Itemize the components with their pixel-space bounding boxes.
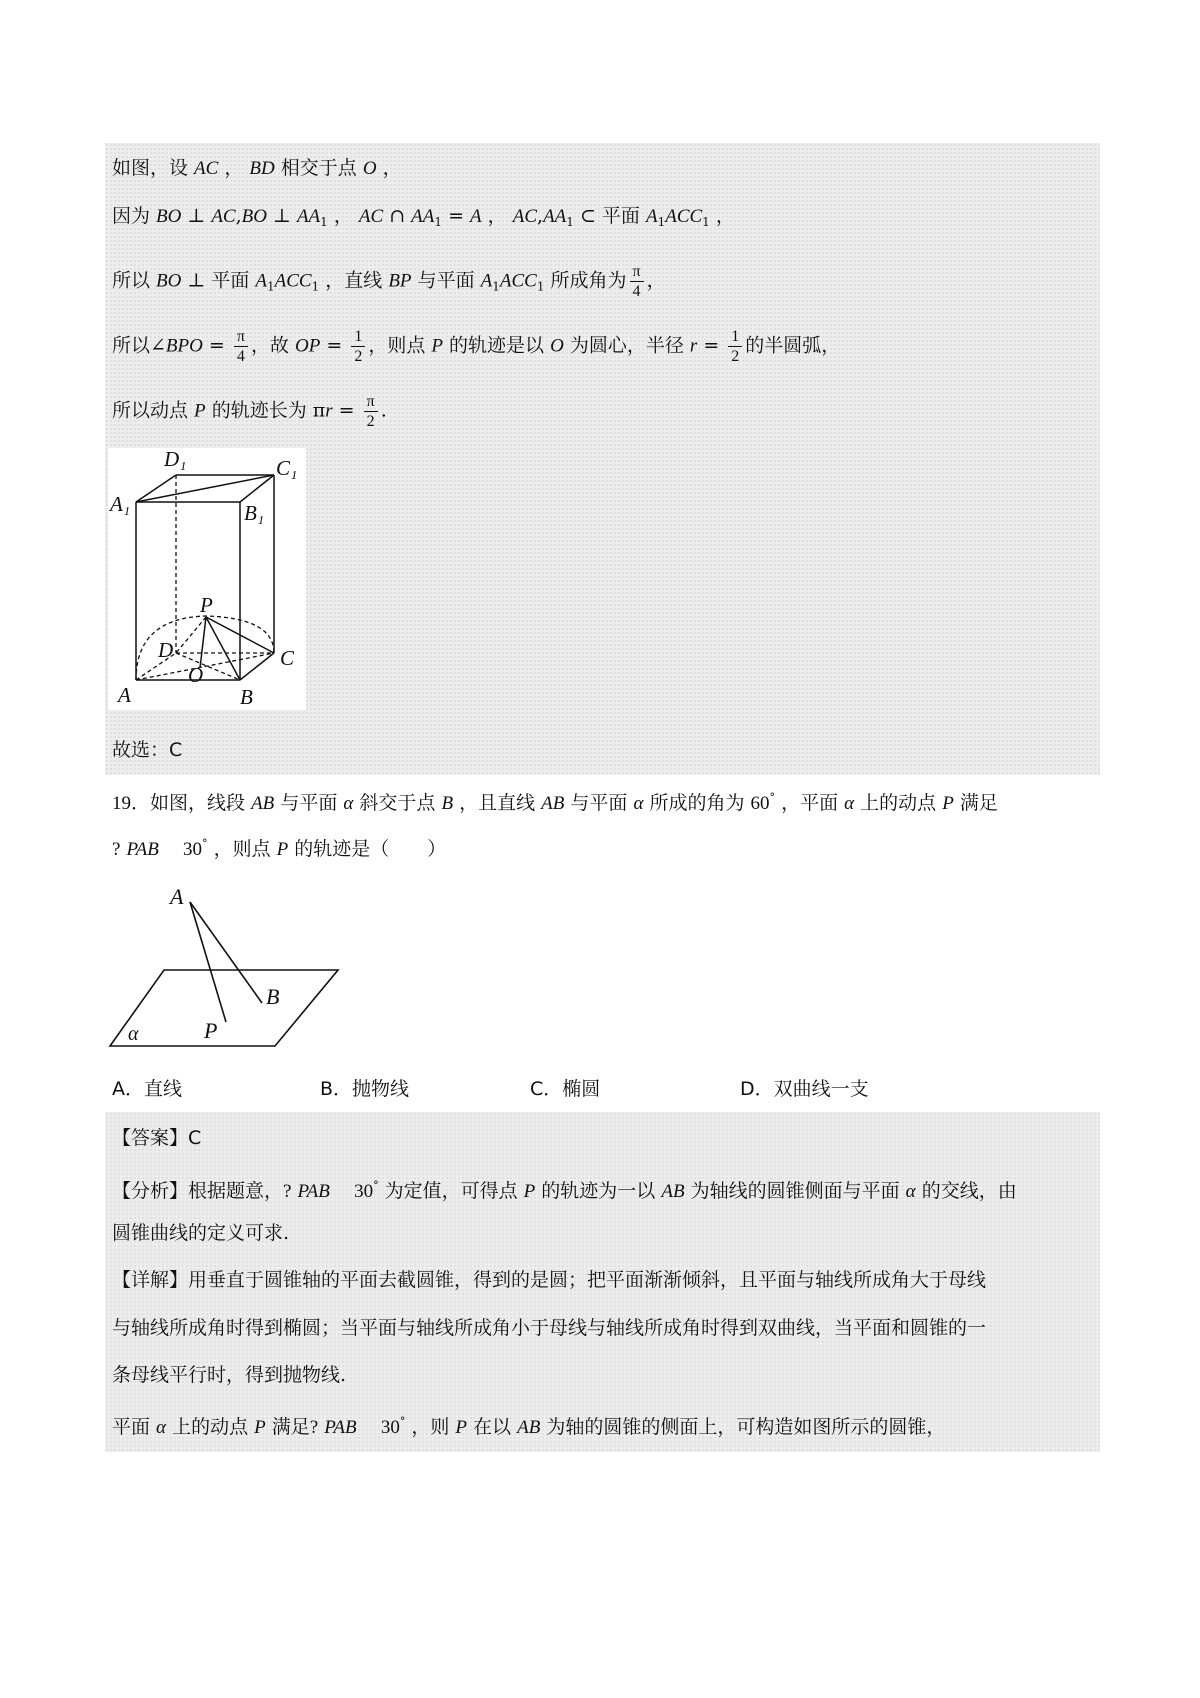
solution-line-5: 所以动点 P 的轨迹长为 πr = $\frac{\pi}{2}$ . [112,393,387,430]
question-19-stem-line-2: ? PAB 30° ，则点 P 的轨迹是（ ） [112,837,447,860]
answer-label: 【答案】 [112,1127,189,1149]
plane-figure [100,870,350,1060]
label-D1: D₁ [164,448,187,471]
label-A-q19: A [170,884,184,909]
detail-line-1: 【详解】用垂直于圆锥轴的平面去截圆锥，得到的是圆；把平面渐渐倾斜，且平面与轴线所成角大于母线 [112,1269,987,1291]
label-B-q19: B [266,984,280,1009]
detail-line-3: 条母线平行时，得到抛物线. [112,1364,347,1386]
label-P-q19: P [204,1018,218,1043]
solution-line-3: 所以 BO ⊥ 平面 $A_1ACC_1$ ，直线 BP 与平面 $A_1ACC_1$ 所成角为 $\frac{\pi}{4}$ ， [112,263,666,300]
solution-line-2: 因为 BO ⊥ AC,BO ⊥ $AA_1$ ， AC ∩ $AA_1 = A$ ， $AC,AA_1$ ⊂ 平面 $A_1ACC_1$ ， [112,205,735,229]
answer-value: C [188,1127,202,1149]
analysis-line-2: 圆锥曲线的定义可求. [112,1222,290,1244]
label-alpha: α [128,1023,139,1045]
detail-line-4: 平面 α 上的动点 P 满足? PAB 30° ，则 P 在以 AB 为轴的圆锥的侧面上，可构造如图所示的圆锥， [112,1415,946,1438]
label-A: A [118,683,131,707]
label-C1: C₁ [276,456,298,480]
question-number: 19． [112,793,151,814]
solution-line-4: 所以∠BPO = $\frac{\pi}{4}$ ，故 OP = $\frac{1}{2}$ ，则点 P 的轨迹是以 O 为圆心，半径 r = $\frac{1}{2}$ 的半圆弧， [112,328,841,365]
detail-label: 【详解】 [112,1269,189,1291]
label-O: O [188,663,204,687]
option-c: C．椭圆 [530,1078,601,1100]
option-b: B．抛物线 [320,1078,410,1100]
label-C: C [280,646,295,670]
analysis-label: 【分析】 [112,1180,189,1202]
option-a: A．直线 [112,1078,182,1100]
answer-choice-18: 故选：C [112,739,183,761]
label-B1: B₁ [244,501,265,525]
detail-line-2: 与轴线所成角时得到椭圆；当平面与轴线所成角小于母线与轴线所成角时得到双曲线，当平面和圆锥的一 [112,1317,987,1339]
label-P: P [200,593,213,617]
label-A1: A₁ [110,492,131,516]
prism-figure [108,448,306,710]
option-d: D．双曲线一支 [740,1078,869,1100]
answer-line [112,1124,201,1152]
label-D: D [158,638,174,662]
question-19-stem-line-1: 19．如图，线段 AB 与平面 α 斜交于点 B ，且直线 AB 与平面 α 所成的角为 60° ，平面 α 上的动点 P 满足 [112,791,998,814]
label-B: B [240,685,253,709]
analysis-line-1: 【分析】根据题意，? PAB 30° 为定值，可得点 P 的轨迹为一以 AB 为轴线的圆锥侧面与平面 α 的交线，由 [112,1179,1017,1202]
solution-line-1: 如图，设 AC ， BD 相交于点 O ， [112,157,402,179]
